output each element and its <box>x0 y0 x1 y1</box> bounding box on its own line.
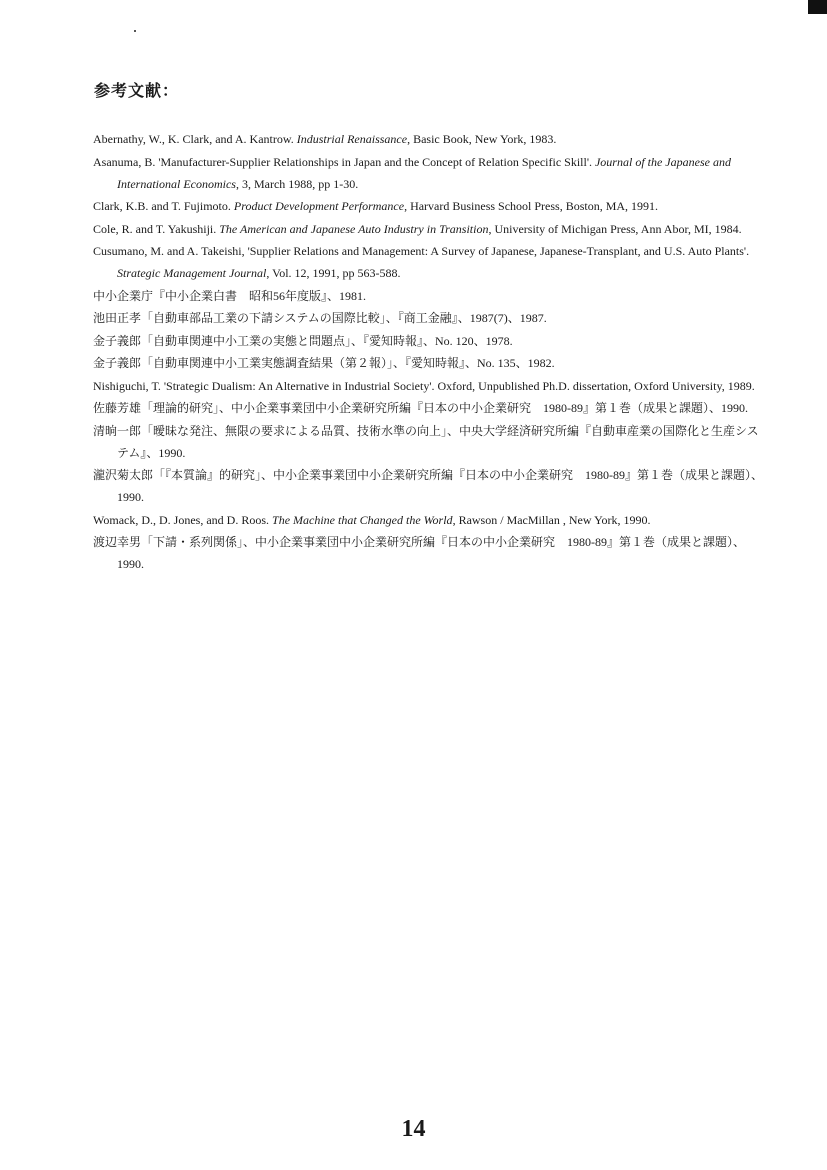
reference-entry: 瀧沢菊太郎「『本質論』的研究」、中小企業事業団中小企業研究所編『日本の中小企業研究 1980-89』第１巻（成果と課題）、1990. <box>93 468 764 504</box>
reference-entry: 渡辺幸男「下請・系列関係」、中小企業事業団中小企業研究所編『日本の中小企業研究 1980-89』第１巻（成果と課題）、1990. <box>93 535 746 571</box>
reference-entry: Nishiguchi, T. 'Strategic Dualism: An Alternative in Industrial Society'. Oxford, Unpublished Ph.D. dissertation, Oxford University, 1989. <box>93 378 755 393</box>
page-number: 14 <box>401 1116 426 1142</box>
reference-list <box>93 128 765 576</box>
reference-entry: Asanuma, B. 'Manufacturer-Supplier Relationships in Japan and the Concept of Relation Specific Skill'. Journal of the Japanese and International Economics, 3, March 1988, pp 1-30. <box>93 154 731 191</box>
reference-entry: 清晌一郎「曖昧な発注、無限の要求による品質、技術水準の向上」、中央大学経済研究所編『自動車産業の国際化と生産システム』、1990. <box>93 423 759 460</box>
reference-entry: 佐藤芳雄「理論的研究」、中小企業事業団中小企業研究所編『日本の中小企業研究 1980-89』第１巻（成果と課題）、1990. <box>93 401 749 415</box>
scan-speck <box>134 30 136 32</box>
scan-corner-mark <box>808 0 827 14</box>
reference-entry: Clark, K.B. and T. Fujimoto. Product Development Performance, Harvard Business School Press, Boston, MA, 1991. <box>93 199 659 213</box>
reference-entry: 金子義郎「自動車関連中小工業の実態と問題点」、『愛知時報』、No. 120、1978. <box>93 333 513 348</box>
reference-entry: Cusumano, M. and A. Takeishi, 'Supplier Relations and Management: A Survey of Japanese, Japanese-Transplant, and U.S. Auto Plants'. Strategic Management Journal, Vol. 12, 1991, pp 563-588. <box>93 244 750 280</box>
reference-entry: 池田正孝「自動車部品工業の下請システムの国際比較」、『商工金融』、1987(7)、1987. <box>93 311 547 325</box>
reference-entry: Cole, R. and T. Yakushiji. The American and Japanese Auto Industry in Transition, University of Michigan Press, Ann Abor, MI, 1984. <box>93 221 742 236</box>
reference-entry: Womack, D., D. Jones, and D. Roos. The Machine that Changed the World, Rawson / MacMillan , New York, 1990. <box>93 512 651 527</box>
references-heading: 参考文献： <box>94 81 180 100</box>
reference-entry: 中小企業庁『中小企業白書 昭和56年度版』、1981. <box>93 288 367 303</box>
reference-entry: 金子義郎「自動車関連中小工業実態調査結果（第２報）」、『愛知時報』、No. 135、1982. <box>93 356 555 370</box>
reference-entry: Abernathy, W., K. Clark, and A. Kantrow. Industrial Renaissance, Basic Book, New York, 1983. <box>93 132 557 146</box>
